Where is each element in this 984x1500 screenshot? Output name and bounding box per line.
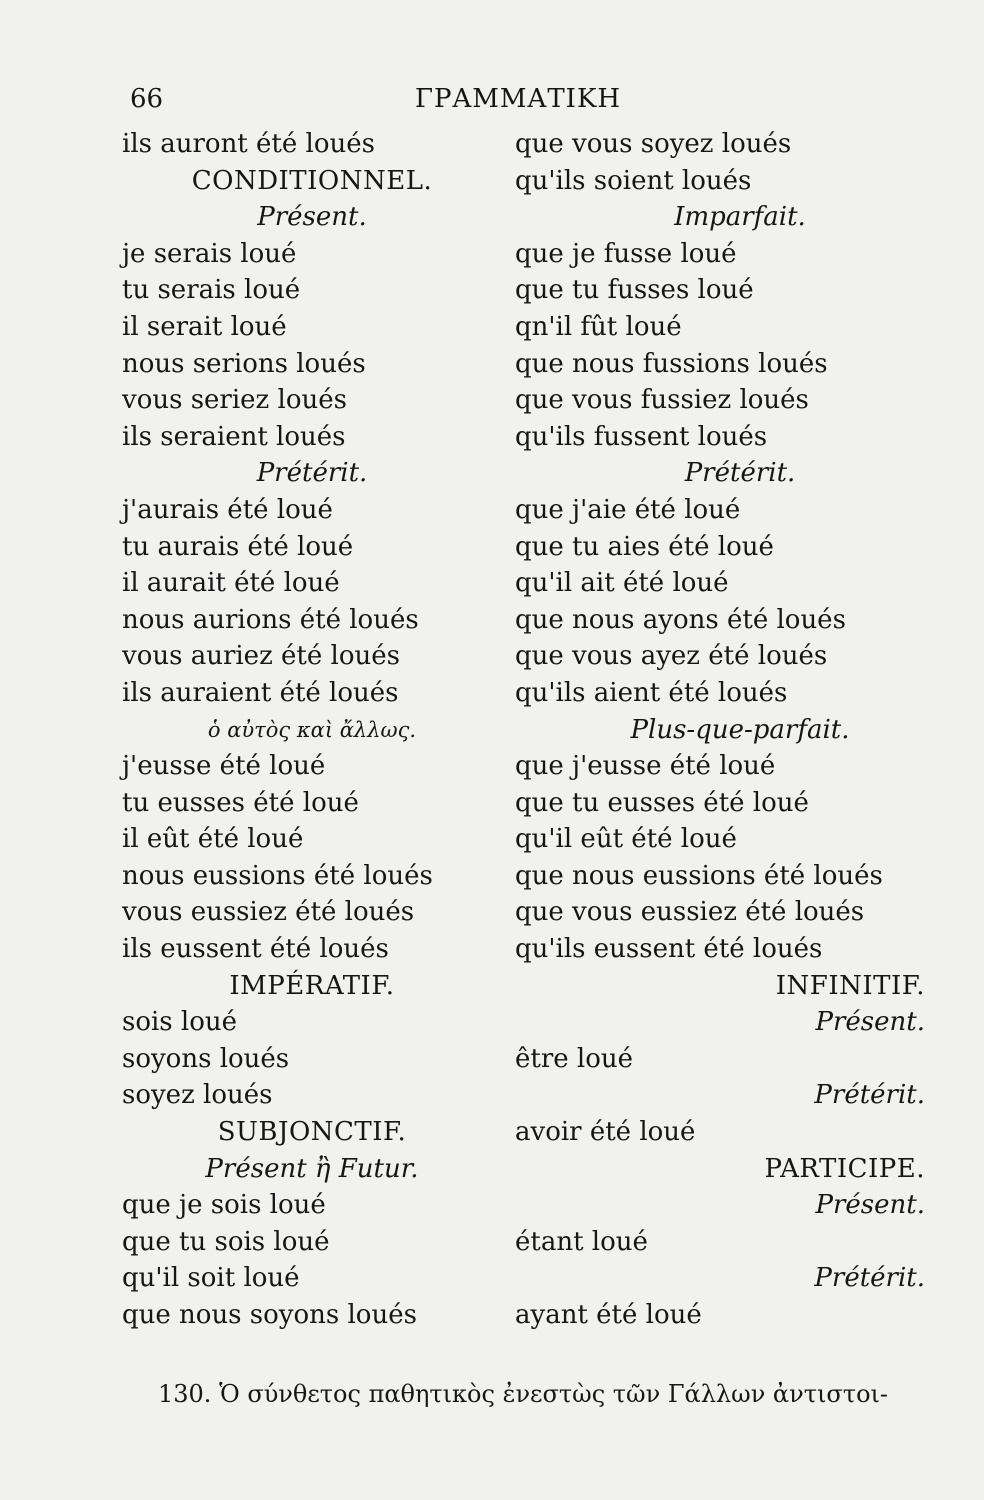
verb-form-line: que vous fussiez loués	[515, 385, 809, 416]
verb-form-line: ils auraient été loués	[122, 677, 399, 708]
verb-form-line: il aurait été loué	[122, 568, 340, 599]
verb-form-line: tu eusses été loué	[122, 787, 359, 818]
tense-heading: Prétérit.	[814, 1263, 925, 1294]
verb-form-line: que j'aie été loué	[515, 494, 741, 525]
verb-form-line: que je fusse loué	[515, 238, 737, 269]
tense-heading: Plus-que-parfait.	[630, 714, 850, 745]
section-heading: SUBJONCTIF.	[217, 1117, 407, 1148]
section-heading: PARTICIPE.	[764, 1153, 925, 1184]
tense-heading: Prétérit.	[684, 458, 796, 489]
verb-form-line: j'aurais été loué	[122, 494, 333, 525]
verb-form-line: que vous soyez loués	[515, 129, 792, 159]
tense-heading: Présent.	[815, 1007, 925, 1038]
verb-form-line: vous seriez loués	[122, 385, 347, 416]
verb-form-line: que tu aies été loué	[515, 531, 774, 562]
verb-form-line: ils eussent été loués	[122, 934, 389, 965]
verb-form-line: qu'il eût été loué	[515, 824, 737, 855]
greek-note: ὁ αὐτὸς καὶ ἄλλως.	[207, 717, 417, 742]
verb-form-line: soyez loués	[122, 1080, 273, 1111]
verb-form-line: ayant été loué	[515, 1300, 702, 1330]
verb-form-line: être loué	[515, 1043, 634, 1074]
verb-form-line: que nous ayons été loués	[515, 604, 846, 635]
verb-form-line: tu aurais été loué	[122, 531, 354, 562]
verb-form-line: qu'ils aient été loués	[515, 677, 788, 708]
verb-form-line: étant loué	[515, 1226, 648, 1257]
tense-heading: Prétérit.	[256, 458, 368, 489]
right-column	[515, 126, 965, 1334]
verb-form-line: qu'il soit loué	[122, 1263, 300, 1294]
tense-heading: Présent ἢ Futur.	[205, 1153, 419, 1184]
tense-heading: Prétérit.	[814, 1080, 925, 1111]
verb-form-line: qu'ils soient loués	[515, 165, 752, 196]
verb-form-line: que vous ayez été loués	[515, 641, 828, 672]
verb-form-line: que j'eusse été loué	[515, 751, 776, 782]
verb-form-line: je serais loué	[122, 238, 297, 269]
verb-form-line: que vous eussiez été loués	[515, 897, 865, 928]
verb-form-line: sois loué	[122, 1007, 238, 1038]
verb-form-line: vous auriez été loués	[122, 641, 400, 672]
page-number: 66	[130, 84, 164, 114]
verb-form-line: que tu sois loué	[122, 1226, 330, 1257]
verb-form-line: il eût été loué	[122, 824, 304, 855]
verb-form-line: qu'il ait été loué	[515, 568, 729, 599]
verb-form-line: nous aurions été loués	[122, 604, 419, 635]
left-column	[122, 126, 502, 1334]
tense-heading: Présent.	[815, 1190, 925, 1221]
verb-form-line: soyons loués	[122, 1043, 290, 1074]
verb-form-line: vous eussiez été loués	[122, 897, 415, 928]
verb-form-line: tu serais loué	[122, 275, 301, 306]
verb-form-line: que je sois loué	[122, 1190, 326, 1221]
tense-heading: Imparfait.	[674, 202, 806, 233]
verb-form-line: que nous fussions loués	[515, 348, 828, 379]
verb-form-line: avoir été loué	[515, 1117, 696, 1148]
verb-form-line: nous serions loués	[122, 348, 366, 379]
section-heading: IMPÉRATIF.	[229, 970, 395, 1001]
verb-form-line: qu'ils eussent été loués	[515, 934, 823, 965]
running-title: ΓΡΑΜΜΑΤΙΚΗ	[415, 84, 622, 114]
footnote-line: 130. Ὁ σύνθετος παθητικὸς ἐνεστὼς τῶν Γάλλων ἀντιστοι-	[158, 1380, 889, 1408]
verb-form-line: que tu eusses été loué	[515, 787, 809, 818]
verb-form-line: que nous soyons loués	[122, 1300, 417, 1330]
verb-form-line: ils seraient loués	[122, 421, 346, 452]
section-heading: INFINITIF.	[775, 970, 925, 1001]
verb-form-line: ils auront été loués	[122, 129, 375, 159]
verb-form-line: j'eusse été loué	[122, 751, 326, 782]
verb-form-line: qn'il fût loué	[515, 311, 682, 342]
verb-form-line: qu'ils fussent loués	[515, 421, 768, 452]
verb-form-line: il serait loué	[122, 311, 287, 342]
section-heading: CONDITIONNEL.	[191, 165, 433, 196]
verb-form-line: que tu fusses loué	[515, 275, 754, 306]
verb-form-line: que nous eussions été loués	[515, 860, 883, 891]
tense-heading: Présent.	[257, 202, 367, 233]
verb-form-line: nous eussions été loués	[122, 860, 433, 891]
